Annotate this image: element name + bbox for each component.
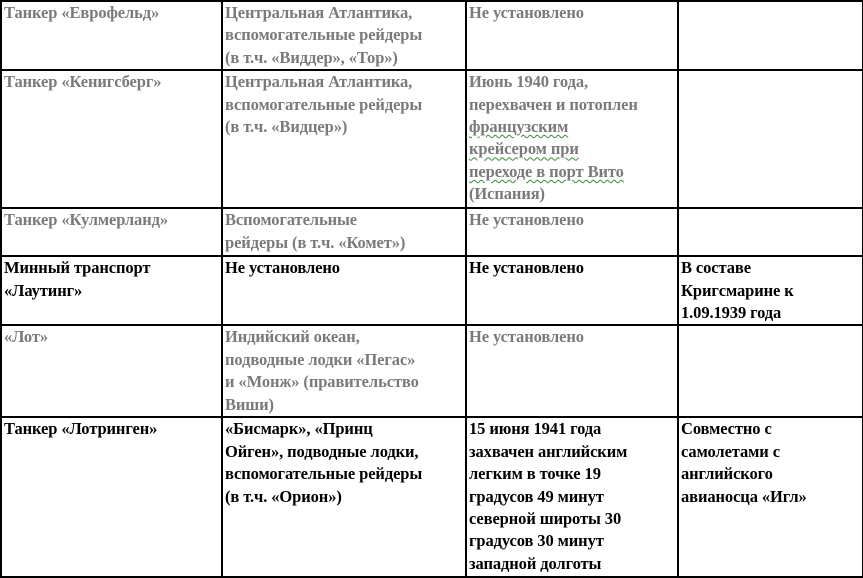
cell-line: крейсером при bbox=[469, 139, 579, 159]
cell-line: вспомогательные рейдеры bbox=[225, 94, 423, 114]
cell-line: вспомогательные рейдеры bbox=[225, 464, 423, 484]
cell-line: подводные лодки «Пегас» bbox=[225, 349, 416, 369]
fate-cell bbox=[466, 208, 678, 256]
cell-line: рейдеры (в т.ч. «Комет») bbox=[225, 232, 406, 252]
ship-name-cell bbox=[1, 325, 222, 417]
table-row bbox=[1, 417, 863, 577]
cell-line: переходе в порт Вито bbox=[469, 161, 624, 181]
cell-line: Центральная Атлантика, bbox=[225, 72, 413, 92]
cell-line: Не установлено bbox=[469, 3, 584, 22]
cell-line: «Бисмарк», «Принц bbox=[225, 419, 373, 439]
ship-name-cell bbox=[1, 1, 222, 70]
notes-cell bbox=[678, 417, 863, 577]
operation-area-cell bbox=[222, 208, 466, 256]
cell-line: английского bbox=[681, 464, 773, 484]
operation-area-cell bbox=[222, 325, 466, 417]
notes-cell bbox=[678, 325, 863, 417]
fate-cell bbox=[466, 1, 678, 70]
ship-name-cell bbox=[1, 70, 222, 208]
ship-name-cell bbox=[1, 417, 222, 577]
notes-cell bbox=[678, 70, 863, 208]
cell-line: Танкер «Еврофельд» bbox=[4, 3, 160, 22]
cell-line: Не установлено bbox=[469, 327, 584, 347]
cell-line: 1.09.1939 года bbox=[681, 303, 782, 323]
cell-line: Июнь 1940 года, bbox=[469, 72, 589, 92]
cell-line: Не установлено bbox=[469, 210, 584, 230]
fate-cell bbox=[466, 256, 678, 325]
cell-line: и «Монж» (правительство bbox=[225, 372, 419, 392]
cell-line: (Испания) bbox=[469, 184, 545, 204]
cell-line: Не установлено bbox=[469, 258, 584, 278]
cell-line: самолетами с bbox=[681, 441, 780, 461]
cell-line: Ойген», подводные лодки, bbox=[225, 441, 419, 461]
table-row bbox=[1, 208, 863, 256]
table-row bbox=[1, 70, 863, 208]
cell-line: (в т.ч. «Видцер») bbox=[225, 117, 348, 137]
cell-line: легким в точке 19 bbox=[469, 464, 601, 484]
cell-line: (в т.ч. «Виддер», «Тор») bbox=[225, 47, 398, 67]
cell-line: 15 июня 1941 года bbox=[469, 419, 602, 439]
operation-area-cell bbox=[222, 1, 466, 70]
table-row bbox=[1, 325, 863, 417]
cell-line: градусов 30 минут bbox=[469, 531, 604, 551]
fate-cell bbox=[466, 70, 678, 208]
operation-area-cell bbox=[222, 70, 466, 208]
cell-line: западной долготы bbox=[469, 553, 602, 573]
cell-line: Не установлено bbox=[225, 258, 340, 278]
ship-name-cell bbox=[1, 256, 222, 325]
cell-line: Виши) bbox=[225, 394, 274, 414]
cell-line: французским bbox=[469, 117, 569, 137]
cell-line: «Лаутинг» bbox=[4, 280, 83, 300]
fate-cell bbox=[466, 325, 678, 417]
cell-line: Центральная Атлантика, bbox=[225, 3, 413, 22]
notes-cell bbox=[678, 208, 863, 256]
notes-cell bbox=[678, 1, 863, 70]
ships-table-body bbox=[1, 1, 863, 577]
cell-line: Индийский океан, bbox=[225, 327, 360, 347]
operation-area-cell bbox=[222, 256, 466, 325]
operation-area-cell bbox=[222, 417, 466, 577]
fate-cell bbox=[466, 417, 678, 577]
cell-line: Минный транспорт bbox=[4, 258, 151, 278]
cell-line: Танкер «Кенигсберг» bbox=[4, 72, 162, 92]
table-row bbox=[1, 256, 863, 325]
cell-line: В составе bbox=[681, 258, 751, 278]
cell-line: перехвачен и потоплен bbox=[469, 94, 638, 114]
cell-line: (в т.ч. «Орион») bbox=[225, 486, 342, 506]
notes-cell bbox=[678, 256, 863, 325]
cell-line: Совместно с bbox=[681, 419, 772, 439]
cell-line: авианосца «Игл» bbox=[681, 486, 807, 506]
cell-line: Танкер «Кулмерланд» bbox=[4, 210, 169, 230]
cell-line: «Лот» bbox=[4, 327, 49, 347]
cell-line: захвачен английским bbox=[469, 441, 628, 461]
cell-line: северной широты 30 bbox=[469, 509, 622, 529]
cell-line: Танкер «Лотринген» bbox=[4, 419, 158, 439]
cell-line: вспомогательные рейдеры bbox=[225, 25, 423, 45]
table-row bbox=[1, 1, 863, 70]
cell-line: Вспомогательные bbox=[225, 210, 357, 230]
cell-line: Кригсмарине к bbox=[681, 280, 794, 300]
cell-line: градусов 49 минут bbox=[469, 486, 604, 506]
ship-name-cell bbox=[1, 208, 222, 256]
